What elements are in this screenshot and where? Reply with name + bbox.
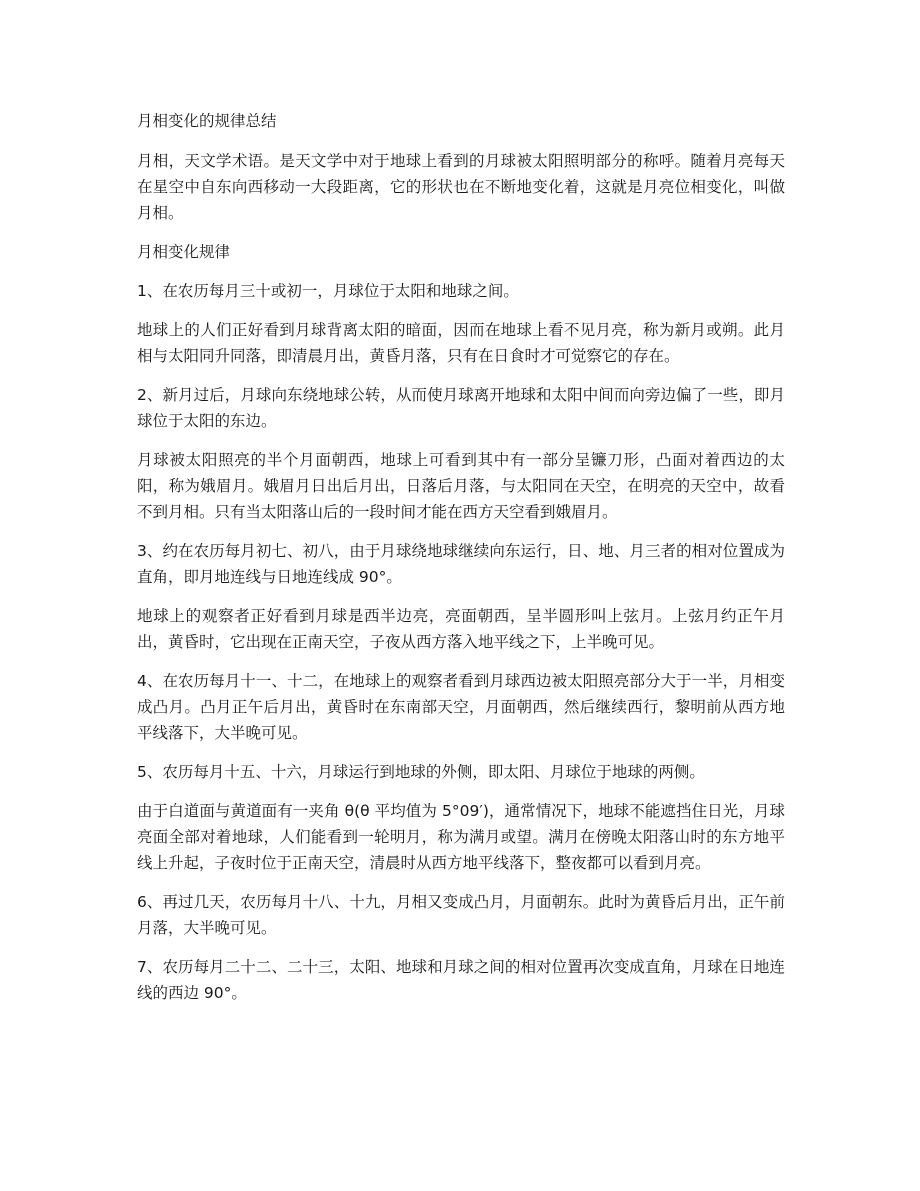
paragraph-item-2: 2、新月过后，月球向东绕地球公转，从而使月球离开地球和太阳中间而向旁边偏了一些，即月球位于太阳的东边。 (137, 386, 785, 430)
paragraph-item-4: 4、在农历每月十一、十二，在地球上的观察者看到月球西边被太阳照亮部分大于一半，月相变成凸月。凸月正午后月出，黄昏时在东南部天空，月面朝西，然后继续西行，黎明前从西方地平线落下，大半晚可见。 (137, 672, 785, 742)
section-heading: 月相变化规律 (137, 243, 231, 261)
paragraph-intro: 月相，天文学术语。是天文学中对于地球上看到的月球被太阳照明部分的称呼。随着月亮每天在星空中自东向西移动一大段距离，它的形状也在不断地变化着，这就是月亮位相变化，叫做月相。 (137, 152, 785, 222)
paragraph-item-7: 7、农历每月二十二、二十三，太阳、地球和月球之间的相对位置再次变成直角，月球在日地连线的西边 90°。 (137, 958, 785, 1002)
paragraph-first-quarter: 地球上的观察者正好看到月球是西半边亮，亮面朝西，呈半圆形叫上弦月。上弦月约正午月出，黄昏时，它出现在正南天空，子夜从西方落入地平线之下，上半晚可见。 (137, 607, 785, 651)
paragraph-full-moon: 由于白道面与黄道面有一夹角 θ(θ 平均值为 5°09′)，通常情况下，地球不能遮挡住日光，月球亮面全部对着地球，人们能看到一轮明月，称为满月或望。满月在傍晚太阳落山时的东方地平线上升起，子夜时位于正南天空，清晨时从西方地平线落下，整夜都可以看到月亮。 (137, 802, 785, 872)
paragraph-item-5: 5、农历每月十五、十六，月球运行到地球的外侧，即太阳、月球位于地球的两侧。 (137, 763, 705, 781)
paragraph-item-6: 6、再过几天，农历每月十八、十九，月相又变成凸月，月面朝东。此时为黄昏后月出，正午前月落，大半晚可见。 (137, 893, 785, 937)
paragraph-item-3: 3、约在农历每月初七、初八，由于月球绕地球继续向东运行，日、地、月三者的相对位置成为直角，即月地连线与日地连线成 90°。 (137, 542, 785, 586)
document-body (137, 108, 785, 1019)
paragraph-crescent: 月球被太阳照亮的半个月面朝西，地球上可看到其中有一部分呈镰刀形，凸面对着西边的太阳，称为娥眉月。娥眉月日出后月出，日落后月落，与太阳同在天空，在明亮的天空中，故看不到月相。只有当太阳落山后的一段时间才能在西方天空看到娥眉月。 (137, 451, 785, 521)
paragraph-new-moon: 地球上的人们正好看到月球背离太阳的暗面，因而在地球上看不见月亮，称为新月或朔。此月相与太阳同升同落，即清晨月出，黄昏月落，只有在日食时才可觉察它的存在。 (137, 321, 785, 365)
paragraph-item-1: 1、在农历每月三十或初一，月球位于太阳和地球之间。 (137, 282, 519, 300)
document-title: 月相变化的规律总结 (137, 112, 277, 130)
